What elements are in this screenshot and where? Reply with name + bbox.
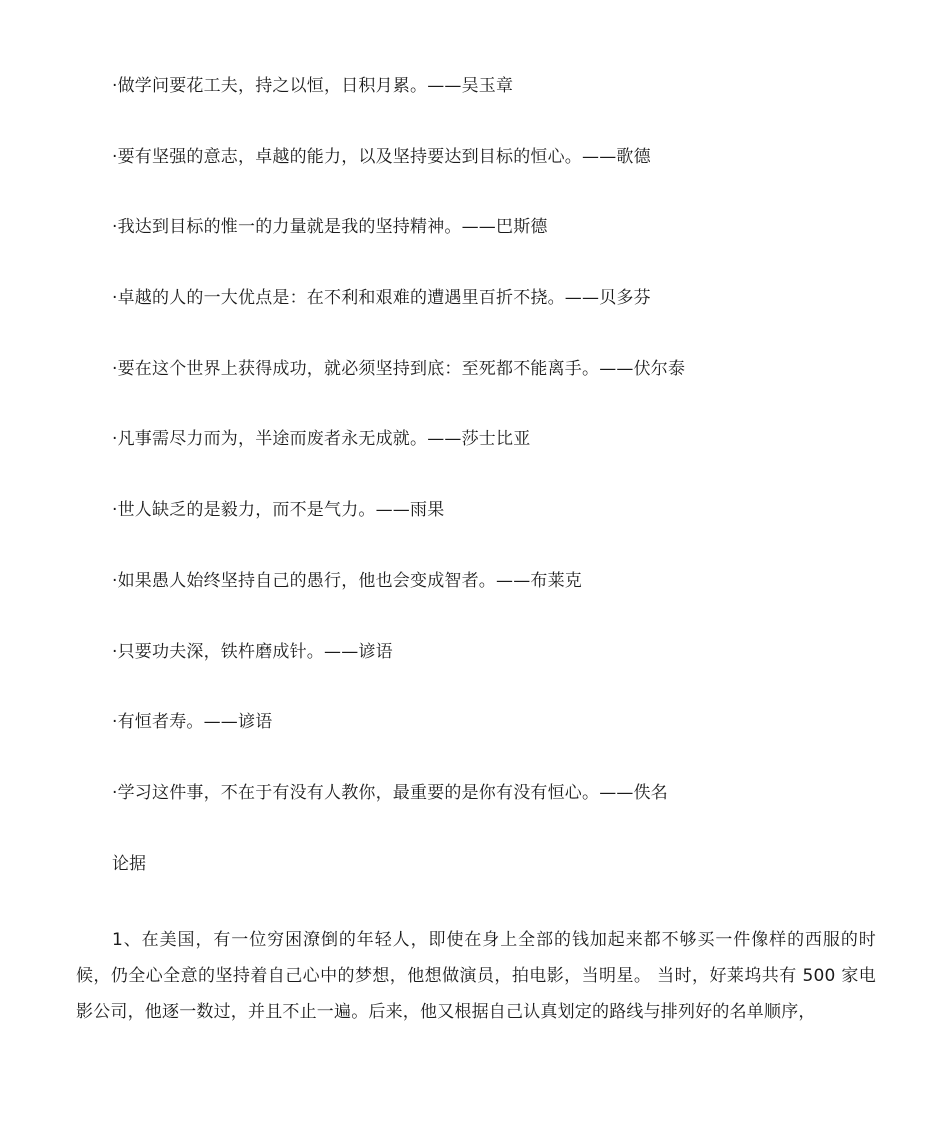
quote-line: ·要有坚强的意志，卓越的能力，以及坚持要达到目标的恒心。——歌德 [112, 147, 651, 167]
quote-line: ·只要功夫深，铁杵磨成针。——谚语 [112, 642, 393, 662]
quote-line: ·做学问要花工夫，持之以恒，日积月累。——吴玉章 [112, 76, 514, 96]
body-paragraph: 1、在美国，有一位穷困潦倒的年轻人，即使在身上全部的钱加起来都不够买一件像样的西服的时候，仍全心全意的坚持着自己心中的梦想，他想做演员，拍电影，当明星。 当时，好莱坞共有 500 家电影公司，他逐一数过，并且不止一遍。后来，他又根据自己认真划定的路线与排列好的名单顺序， [76, 930, 876, 1022]
quote-line: ·学习这件事，不在于有没有人教你，最重要的是你有没有恒心。——佚名 [112, 783, 669, 803]
quote-line: ·我达到目标的惟一的力量就是我的坚持精神。——巴斯德 [112, 217, 548, 237]
quote-line: ·有恒者寿。——谚语 [112, 712, 273, 732]
quote-line: ·凡事需尽力而为，半途而废者永无成就。——莎士比亚 [112, 429, 531, 449]
quote-line: ·世人缺乏的是毅力，而不是气力。——雨果 [112, 500, 445, 520]
quote-line: ·要在这个世界上获得成功，就必须坚持到底：至死都不能离手。——伏尔泰 [112, 359, 686, 379]
quote-line: ·卓越的人的一大优点是：在不利和艰难的遭遇里百折不挠。——贝多芬 [112, 288, 651, 308]
quote-line: ·如果愚人始终坚持自己的愚行，他也会变成智者。——布莱克 [112, 571, 583, 591]
section-heading: 论据 [112, 854, 146, 874]
